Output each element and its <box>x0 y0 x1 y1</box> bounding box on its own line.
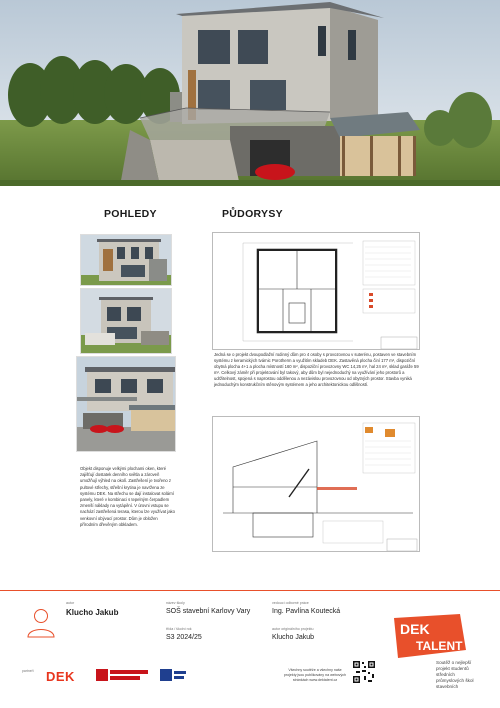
original-author-name: Klucho Jakub <box>272 634 315 641</box>
design-description-left: Objekt disponuje velkými plochami oken, které zajišťují dostatek denního světla a zároveň umožňují výhled na okolí. Zastřešení je tvořeno z pultové střechy, střešní krytina je navržena ze systému DEK. Na střechu se dají instalovat solární panely, které v kombinaci s tepelným čerpadlem zmenší náklady na vytápění. V úrovni vstupu se nachází zastřešená terasa, kterou lze využívat jako venkovní obývací prostor. Dům je obložen přírodním dřevěným obkladem. <box>80 466 175 527</box>
dek-logo: DEK <box>46 669 75 684</box>
hero-render-image <box>0 0 500 186</box>
supervisor-label: vedoucí odborné práce <box>272 601 309 605</box>
supervisor-name: Ing. Pavlína Koutecká <box>272 608 341 615</box>
talent-description: Soutěž o nejlepší projekt studentů středních průmyslových škol stavebních <box>436 660 474 689</box>
dek-talent-logo <box>390 612 468 660</box>
project-description: Jedná se o projekt dvoupodlažní rodinný dům pro 4 osoby s provozovnou v suterénu, postaven ve stavebním systému z keramických tvárnic Porotherm a využitím skladeb DEK. Zastavěná plocha činí 177 m², dispoziční obytná plocha 4+1 a plocha místností 160 m², dispoziční provozovny WC 14,25 m², hal 24 m², sklad garáže 59 m². Celkový záměr při projektování byl takový, aby dům byl nejednoduchý na využívání jeho prostorů a udržitelnost, spojená s naprostou oddělenou a nezávislou provozovnou od obytných prostor. Stavba vyniká jednoduchým konstrukčním stěnovým systémem a jeho architektonickou odlišností. <box>214 352 419 388</box>
view-render-garden <box>76 356 176 452</box>
section-drawing <box>212 416 420 552</box>
student-name: Klucho Jakub <box>66 608 119 617</box>
views-section-title: POHLEDY <box>104 208 157 220</box>
original-author-label: autor originálního projektu <box>272 627 314 631</box>
school-name: SOŠ stavební Karlovy Vary <box>166 608 251 615</box>
partner-logo-2 <box>160 668 188 682</box>
qr-note: Všechny soutěže a všechny naše projekty jsou publikovány na webových stránkách www.dektalent.cz <box>283 668 347 682</box>
floorplans-section-title: PŮDORYSY <box>222 208 283 220</box>
student-label: autor <box>66 601 75 605</box>
school-label: název školy <box>166 601 185 605</box>
year-value: S3 2024/25 <box>166 634 202 641</box>
student-avatar-icon <box>24 605 58 639</box>
partners-label: partneři <box>22 669 34 673</box>
floorplan-drawing <box>212 232 420 350</box>
view-render-side <box>80 288 172 354</box>
talent-brand-bottom: TALENT <box>416 639 463 653</box>
view-render-front <box>80 234 172 286</box>
qr-code-icon[interactable] <box>352 660 376 684</box>
year-label: třída / školní rok <box>166 627 192 631</box>
talent-brand-top: DEK <box>400 621 430 637</box>
partner-logo-1 <box>96 668 150 682</box>
